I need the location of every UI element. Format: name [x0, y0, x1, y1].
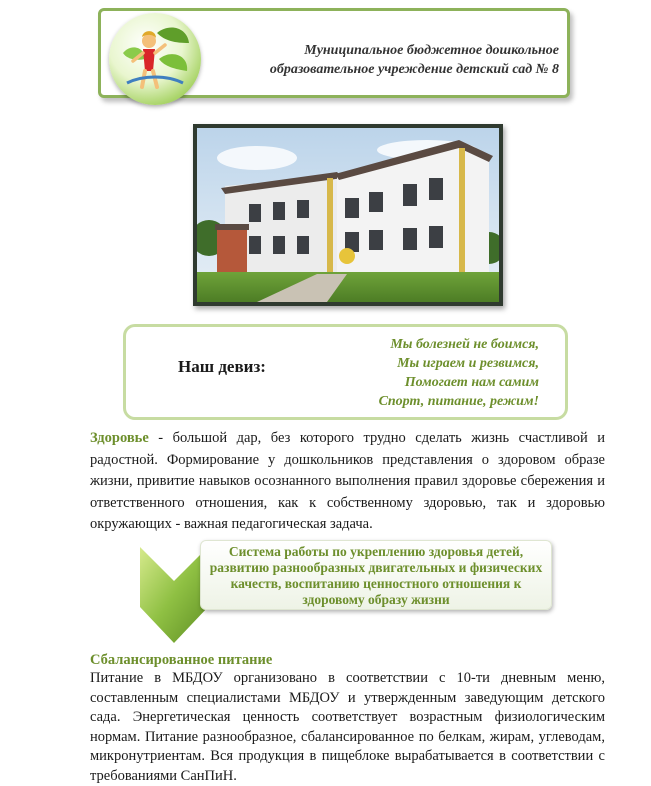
motto-box	[123, 324, 568, 420]
kindergarten-logo	[109, 13, 201, 105]
building-photo	[193, 124, 503, 306]
organization-name	[229, 41, 559, 79]
nutrition-title: Сбалансированное питание	[90, 652, 273, 668]
system-box	[200, 540, 552, 610]
org-name-line-2: образовательное учреждение детский сад № 8	[269, 62, 559, 77]
motto-lines	[379, 335, 539, 411]
nutrition-paragraph: Питание в МБДОУ организовано в соответствии с 10-ти дневным меню, составленным специалистами МБДОУ и утвержденным заведующим детского сада. Энергетическая ценность соответствует возрастным физиологическим нормам. Питание разнообразное, сбалансированное по белкам, жирам, углеводам, микронутриентам. Вся продукция в пищеблоке вырабатывается в соответствии с требованиями СанПиН.	[90, 670, 605, 784]
motto-line: Мы играем и резвимся,	[397, 356, 539, 371]
system-text: Система работы по укреплению здоровья детей, развитию разнообразных двигательных и физических качеств, воспитанию ценностного отношения к здоровому образу жизни	[209, 544, 543, 607]
org-name-line-1: Муниципальное бюджетное дошкольное	[304, 43, 559, 58]
header-banner	[98, 8, 570, 98]
health-text: - большой дар, без которого трудно сделать жизнь счастливой и радостной. Формирование у дошкольников представления о здоровом образе жизни, привитие навыков осознанного выполнения правил здоровье сбережения и ответственного отношения, как к собственному здоровью, так и здоровью окружающих - важная педагогическая задача.	[90, 430, 605, 532]
health-paragraph	[90, 428, 605, 536]
motto-line: Спорт, питание, режим!	[378, 394, 539, 409]
motto-label: Наш девиз:	[178, 357, 266, 376]
motto-line: Помогает нам самим	[404, 375, 539, 390]
motto-line: Мы болезней не боимся,	[390, 337, 539, 352]
health-term: Здоровье	[90, 430, 149, 446]
